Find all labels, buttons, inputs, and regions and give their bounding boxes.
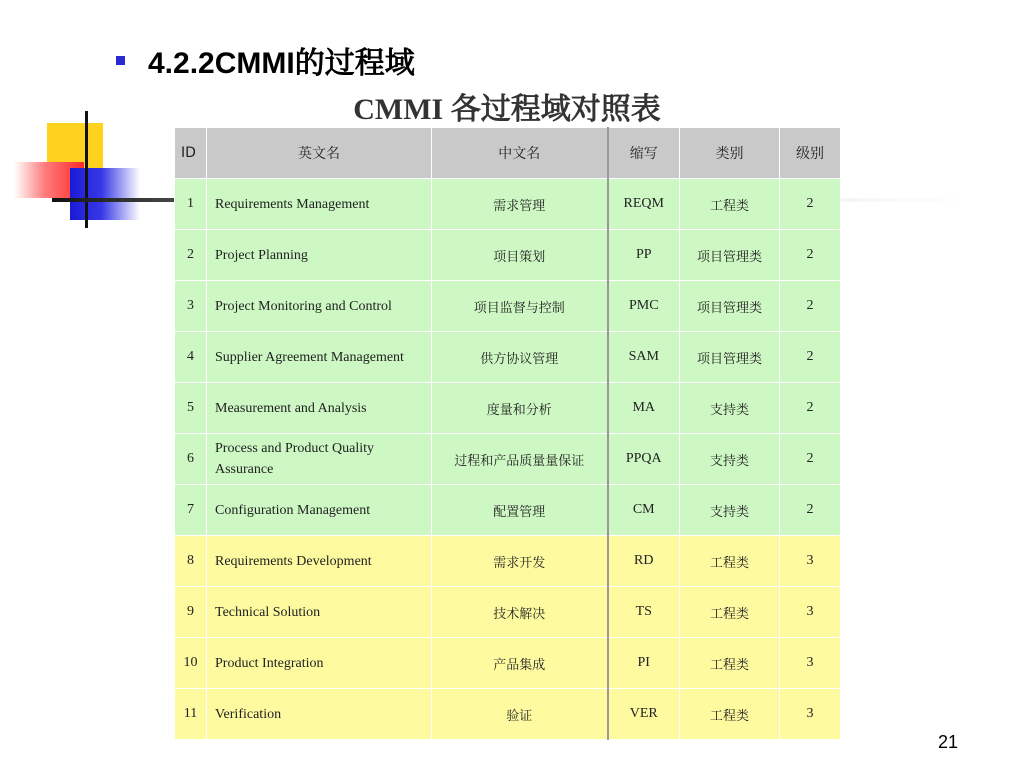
cell-category: 支持类 xyxy=(680,434,780,485)
cell-chinese-name: 需求管理 xyxy=(432,179,608,230)
cell-abbreviation: RD xyxy=(608,536,680,587)
cell-english-name: Requirements Development xyxy=(207,536,432,587)
cell-abbreviation: PP xyxy=(608,230,680,281)
cell-english-name: Requirements Management xyxy=(207,179,432,230)
header-chinese-name: 中文名 xyxy=(432,128,608,179)
cell-level: 3 xyxy=(780,689,841,740)
cell-chinese-name: 过程和产品质量量保证 xyxy=(432,434,608,485)
cell-english-name: Process and Product Quality Assurance xyxy=(207,434,432,485)
cell-category: 工程类 xyxy=(680,587,780,638)
cell-abbreviation: REQM xyxy=(608,179,680,230)
bullet-square-icon xyxy=(116,56,125,65)
cell-english-name: Configuration Management xyxy=(207,485,432,536)
cell-id: 3 xyxy=(175,281,207,332)
cell-category: 工程类 xyxy=(680,179,780,230)
cell-level: 2 xyxy=(780,179,841,230)
cell-chinese-name: 验证 xyxy=(432,689,608,740)
cell-id: 11 xyxy=(175,689,207,740)
cell-abbreviation: TS xyxy=(608,587,680,638)
cell-chinese-name: 项目策划 xyxy=(432,230,608,281)
cell-level: 2 xyxy=(780,485,841,536)
cell-level: 3 xyxy=(780,638,841,689)
cell-id: 9 xyxy=(175,587,207,638)
cell-abbreviation: PPQA xyxy=(608,434,680,485)
header-level: 级别 xyxy=(780,128,841,179)
table-row xyxy=(175,332,841,383)
cell-abbreviation: SAM xyxy=(608,332,680,383)
cell-level: 2 xyxy=(780,332,841,383)
cell-id: 4 xyxy=(175,332,207,383)
cell-english-name: Project Planning xyxy=(207,230,432,281)
table-row xyxy=(175,179,841,230)
table-header-row xyxy=(175,128,841,179)
cell-id: 5 xyxy=(175,383,207,434)
cell-english-name: Verification xyxy=(207,689,432,740)
cell-category: 项目管理类 xyxy=(680,281,780,332)
decor-blue-square xyxy=(70,168,140,220)
process-area-table xyxy=(174,127,841,740)
header-category: 类别 xyxy=(680,128,780,179)
page-number: 21 xyxy=(937,732,959,752)
cell-id: 2 xyxy=(175,230,207,281)
table-row xyxy=(175,587,841,638)
cell-abbreviation: CM xyxy=(608,485,680,536)
cell-abbreviation: PMC xyxy=(608,281,680,332)
cell-category: 工程类 xyxy=(680,689,780,740)
decor-vertical-line xyxy=(85,111,88,228)
cell-level: 3 xyxy=(780,536,841,587)
cell-chinese-name: 配置管理 xyxy=(432,485,608,536)
cell-english-name: Technical Solution xyxy=(207,587,432,638)
cell-id: 6 xyxy=(175,434,207,485)
cell-english-name: Product Integration xyxy=(207,638,432,689)
cell-english-name: Supplier Agreement Management xyxy=(207,332,432,383)
cell-abbreviation: PI xyxy=(608,638,680,689)
cell-english-name: Measurement and Analysis xyxy=(207,383,432,434)
cell-chinese-name: 供方协议管理 xyxy=(432,332,608,383)
cell-chinese-name: 需求开发 xyxy=(432,536,608,587)
cell-id: 8 xyxy=(175,536,207,587)
slide-title: 4.2.2CMMI的过程域 xyxy=(148,47,415,80)
header-english-name: 英文名 xyxy=(207,128,432,179)
table-row xyxy=(175,230,841,281)
cell-category: 支持类 xyxy=(680,485,780,536)
cell-id: 1 xyxy=(175,179,207,230)
cell-level: 2 xyxy=(780,230,841,281)
table-title: CMMI 各过程域对照表 xyxy=(353,93,661,126)
cell-abbreviation: VER xyxy=(608,689,680,740)
cell-level: 2 xyxy=(780,383,841,434)
table-row xyxy=(175,689,841,740)
cell-chinese-name: 度量和分析 xyxy=(432,383,608,434)
cell-category: 项目管理类 xyxy=(680,332,780,383)
header-id: ID xyxy=(175,128,207,179)
cell-level: 2 xyxy=(780,281,841,332)
cell-chinese-name: 项目监督与控制 xyxy=(432,281,608,332)
header-abbreviation: 缩写 xyxy=(608,128,680,179)
cell-abbreviation: MA xyxy=(608,383,680,434)
table-row xyxy=(175,383,841,434)
table-row xyxy=(175,638,841,689)
cell-level: 3 xyxy=(780,587,841,638)
cell-english-name: Project Monitoring and Control xyxy=(207,281,432,332)
cell-id: 7 xyxy=(175,485,207,536)
cell-id: 10 xyxy=(175,638,207,689)
table-row xyxy=(175,281,841,332)
cell-chinese-name: 技术解决 xyxy=(432,587,608,638)
cell-category: 支持类 xyxy=(680,383,780,434)
cell-chinese-name: 产品集成 xyxy=(432,638,608,689)
table-row xyxy=(175,536,841,587)
cell-category: 工程类 xyxy=(680,536,780,587)
cell-category: 项目管理类 xyxy=(680,230,780,281)
table-row xyxy=(175,485,841,536)
cell-level: 2 xyxy=(780,434,841,485)
cell-category: 工程类 xyxy=(680,638,780,689)
table-row xyxy=(175,434,841,485)
